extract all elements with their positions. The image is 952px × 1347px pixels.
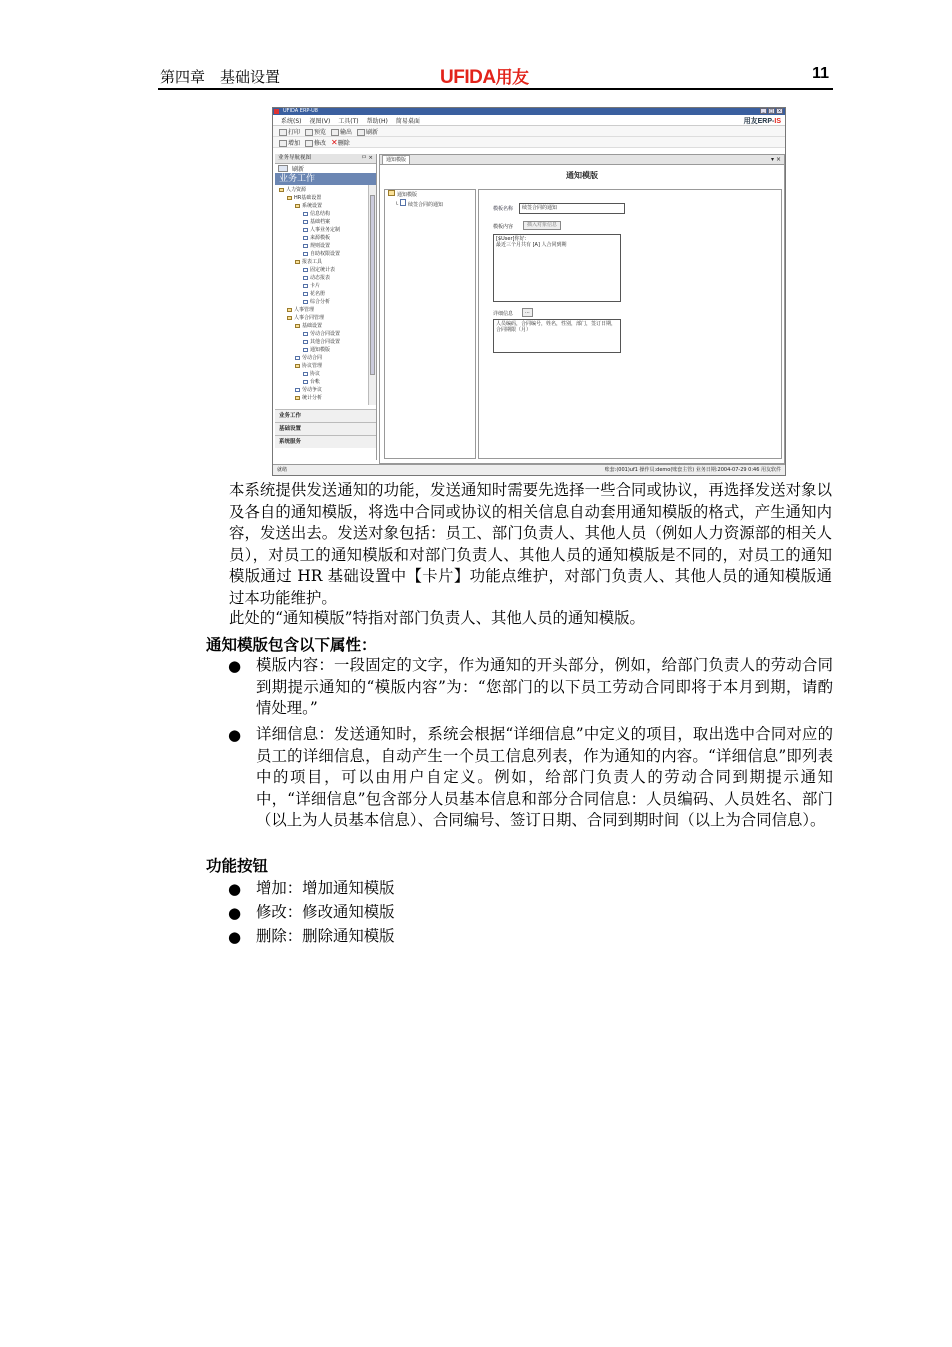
erp-screenshot	[272, 107, 786, 476]
sidebar-tree-item[interactable]: 系统设置	[295, 203, 322, 209]
bullet-icon: ●	[228, 880, 242, 898]
document-icon	[303, 300, 308, 304]
buttons-heading: 功能按钮	[206, 856, 269, 875]
sidebar-tree-item[interactable]: 自助权限设置	[303, 251, 340, 257]
bullet-content-template: 模版内容：一段固定的文字，作为通知的开头部分，例如，给部门负责人的劳动合同到期提示通知的“模版内容”为：“您部门的以下员工劳动合同即将于本月到期，请酌情处理。”	[256, 656, 833, 717]
tree-item[interactable]: └ 续签合同的通知	[385, 199, 475, 209]
bullet-icon: ●	[228, 928, 242, 946]
menu-view[interactable]: 视图(V)	[309, 117, 331, 125]
sidebar-tree-item[interactable]: 人力资源	[279, 187, 306, 193]
minimize-icon[interactable]: _	[760, 108, 767, 114]
document-icon	[303, 268, 308, 272]
maximize-icon[interactable]: □	[769, 108, 774, 113]
sidebar-refresh-button[interactable]: 刷新	[292, 166, 305, 173]
sidebar-tree-item[interactable]: 综合分析	[303, 299, 330, 305]
preview-button[interactable]: 预览	[305, 127, 326, 136]
tab-bar	[380, 155, 784, 165]
nav-basic-settings[interactable]: 基础设置	[275, 422, 376, 435]
folder-icon	[295, 324, 300, 328]
sidebar-toolbar	[275, 164, 376, 173]
tree-root[interactable]: 通知模版	[385, 190, 475, 199]
document-icon	[303, 348, 308, 352]
print-icon	[279, 129, 287, 136]
name-input[interactable]: 续签合同的通知	[519, 203, 625, 214]
sidebar-tree-item[interactable]: 固定统计表	[303, 267, 335, 273]
menu-system[interactable]: 系统(S)	[281, 117, 302, 125]
main-panel	[379, 154, 785, 464]
refresh-icon	[357, 129, 365, 136]
attributes-heading: 通知模版包含以下属性：	[206, 635, 377, 654]
menu-simple-desktop[interactable]: 简易桌面	[395, 117, 420, 125]
detail-label: 详细信息	[493, 311, 514, 317]
name-label: 模板名称	[493, 206, 514, 212]
nav-system-services[interactable]: 系统服务	[275, 435, 376, 448]
bullet-edit: 修改：修改通知模版	[256, 903, 395, 921]
folder-icon	[295, 396, 300, 400]
folder-icon	[287, 316, 292, 320]
delete-icon: ✕	[331, 137, 338, 147]
sidebar-tree-item[interactable]: 人事业务定制	[303, 227, 340, 233]
document-icon	[303, 372, 308, 376]
ufida-logo: UFIDA用友	[440, 67, 529, 88]
sidebar-tree-item[interactable]: 信息结构	[303, 211, 330, 217]
content-label: 模板内容	[493, 224, 514, 230]
sidebar-tree-item[interactable]: 协议管理	[295, 363, 322, 369]
sidebar-tree-item[interactable]: 花名册	[303, 291, 325, 297]
delete-button[interactable]: ✕删除	[331, 137, 350, 147]
document-icon	[295, 356, 300, 360]
sidebar-tree-item[interactable]: 基础设置	[295, 323, 322, 329]
folder-icon	[295, 260, 300, 264]
template-form	[478, 189, 782, 459]
print-button[interactable]: 打印	[279, 127, 300, 136]
toolbar-secondary	[273, 137, 785, 148]
document-icon	[295, 388, 300, 392]
sidebar-tree	[275, 185, 376, 409]
scroll-thumb[interactable]	[370, 195, 375, 375]
document-icon	[303, 276, 308, 280]
content-textarea[interactable]: [$User]你好： 最近三个月共有 [A] 人合同到期	[493, 234, 621, 302]
sidebar-tree-item[interactable]: 统计分析	[295, 395, 322, 401]
folder-icon	[287, 196, 292, 200]
sidebar-scrollbar[interactable]	[368, 185, 376, 405]
document-icon	[303, 332, 308, 336]
bullet-add: 增加：增加通知模版	[256, 879, 395, 897]
menu-help[interactable]: 帮助(H)	[366, 117, 388, 125]
folder-icon	[388, 190, 395, 196]
template-tree	[384, 189, 476, 459]
sidebar-header: 业务导航视图 ㅁ ×	[275, 154, 376, 164]
bullet-icon: ●	[228, 726, 242, 744]
sidebar-tree-item[interactable]: 通知模版	[303, 347, 330, 353]
window-titlebar: UFIDA ERP-U8 _ □ ×	[273, 108, 785, 115]
bullet-detail-info: 详细信息：发送通知时，系统会根据“详细信息”中定义的项目，取出选中合同对应的员工的详细信息，自动产生一个员工信息列表，作为通知的内容。“详细信息”即列表中的项目，可以由用户自定义。例如，给部门负责人的劳动合同到期提示通知中，“详细信息”包含部分人员基本信息和部分合同信息：人员编码、人员姓名、部门（以上为人员基本信息）、合同编号、签订日期、合同到期时间（以上为合同信息）。	[256, 725, 833, 829]
document-icon	[303, 228, 308, 232]
document-icon	[303, 212, 308, 216]
document-icon	[303, 236, 308, 240]
page-number: 11	[812, 65, 829, 82]
panel-title: 通知模版	[566, 171, 598, 180]
tab-close-icon[interactable]: ▾ ×	[771, 156, 781, 163]
menu-tools[interactable]: 工具(T)	[338, 117, 359, 125]
sidebar-tree-item[interactable]: 劳动合同设置	[303, 331, 340, 337]
sidebar-tree-item[interactable]: 人事管理	[287, 307, 314, 313]
intro-paragraph: 本系统提供发送通知的功能，发送通知时需要先选择一些合同或协议，再选择发送对象以及各自的通知模版，将选中合同或协议的相关信息自动套用通知模版的格式，产生通知内容，发送出去。发送对象包括：员工、部门负责人、其他人员（例如人力资源部的相关人员），对员工的通知模版和对部门负责人、其他人员的通知模版是不同的，对员工的通知模版通过 HR 基础设置中【卡片】功能点维护，对部门负责人、其他人员的通知模版通过本功能维护。	[229, 481, 832, 607]
sidebar-tree-item[interactable]: HR基础设置	[287, 195, 321, 201]
sidebar-tree-item[interactable]: 来源模板	[303, 235, 330, 241]
document-icon	[303, 284, 308, 288]
preview-icon	[305, 129, 313, 136]
bullet-icon: ●	[228, 904, 242, 922]
edit-button[interactable]: 修改	[305, 138, 326, 147]
sidebar-tree-item[interactable]: 卡片	[303, 283, 320, 289]
sidebar-tree-item[interactable]: 基础档案	[303, 219, 330, 225]
sidebar-tree-item[interactable]: 人事合同管理	[287, 315, 324, 321]
export-button[interactable]: 输出	[331, 127, 352, 136]
document-icon	[303, 244, 308, 248]
sidebar-tree-item[interactable]: 报表工具	[295, 259, 322, 265]
app-icon	[274, 109, 279, 114]
view-icon[interactable]	[278, 165, 288, 172]
bullet-icon: ●	[228, 657, 242, 675]
note-paragraph: 此处的“通知模版”特指对部门负责人、其他人员的通知模版。	[229, 609, 645, 627]
sidebar-title: 业务工作	[275, 173, 376, 185]
add-icon	[279, 140, 287, 147]
sidebar-tree-item[interactable]: 劳动合同	[295, 355, 322, 361]
page-header	[158, 62, 833, 90]
detail-more-button[interactable]: ...	[522, 308, 533, 317]
sidebar-pin-icon[interactable]: ㅁ ×	[361, 155, 373, 161]
document-icon	[303, 340, 308, 344]
sidebar-tree-item[interactable]: 规则设置	[303, 243, 330, 249]
tab-notice-template[interactable]: 通知模版	[382, 155, 410, 164]
navigation-sidebar	[275, 154, 377, 460]
sidebar-footer	[275, 409, 376, 448]
sidebar-tree-item[interactable]: 动态报表	[303, 275, 330, 281]
window-controls	[760, 108, 783, 114]
edit-icon	[305, 140, 313, 147]
erp-brand: 用友ERP-IS	[743, 118, 781, 125]
insert-object-button[interactable]: 插入对象信息	[523, 221, 561, 230]
detail-textarea[interactable]: 人员编码，合同编号，姓名，性别，部门，签订日期，合同期限（月）	[493, 319, 621, 353]
sidebar-tree-item[interactable]: 其他合同设置	[303, 339, 340, 345]
folder-icon	[279, 188, 284, 192]
menu-bar	[273, 115, 785, 126]
toolbar-primary	[273, 126, 785, 137]
sidebar-tree-item[interactable]: 劳动争议	[295, 387, 322, 393]
status-info: 账套:(001)uf1 操作员:demo(账套主管) 业务日期:2004-07-29 0:46 用友软件	[604, 467, 781, 473]
sidebar-tree-item[interactable]: 协议	[303, 371, 320, 377]
folder-icon	[295, 204, 300, 208]
document-icon	[303, 292, 308, 296]
folder-icon	[295, 364, 300, 368]
add-button[interactable]: 增加	[279, 138, 300, 147]
document-icon	[303, 220, 308, 224]
document-icon	[303, 252, 308, 256]
chapter-title: 第四章 基础设置	[160, 68, 281, 86]
status-bar	[273, 464, 785, 475]
nav-business-work[interactable]: 业务工作	[275, 409, 376, 422]
folder-icon	[287, 308, 292, 312]
sidebar-tree-item[interactable]: 台帐	[303, 379, 320, 385]
close-icon[interactable]: ×	[777, 108, 782, 113]
export-icon	[331, 129, 339, 136]
document-icon	[303, 380, 308, 384]
refresh-button[interactable]: 刷新	[357, 127, 378, 136]
document-icon	[400, 199, 406, 206]
bullet-delete: 删除：删除通知模版	[256, 927, 395, 945]
status-ready: 就绪	[277, 467, 288, 473]
